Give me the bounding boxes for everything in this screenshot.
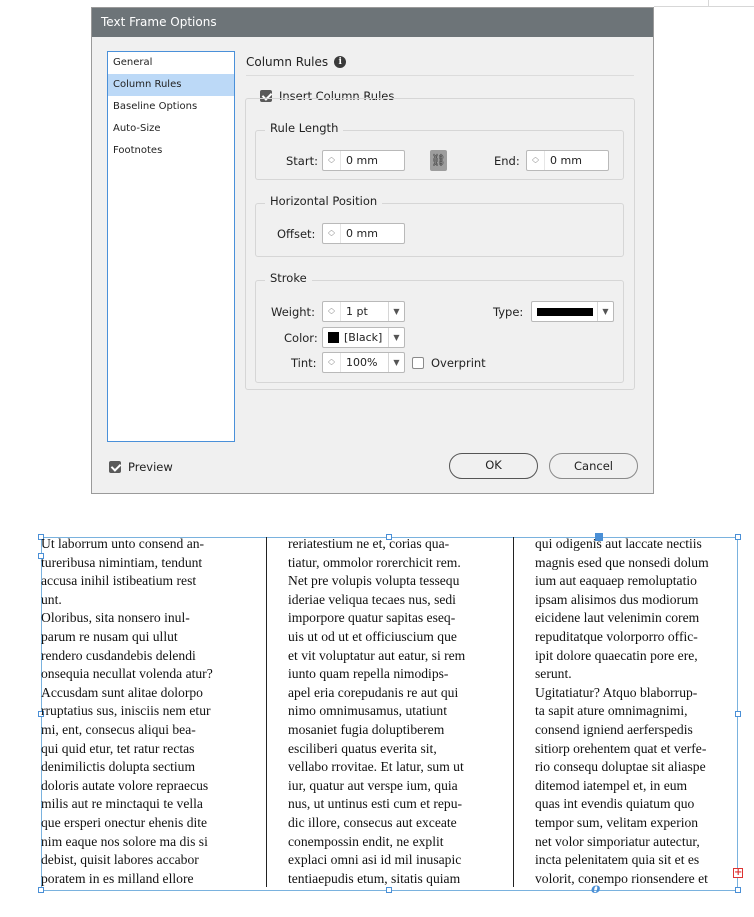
overprint-row	[412, 356, 486, 370]
text-column-1	[41, 535, 213, 888]
text-line: consend igniend aerferspedis	[535, 721, 693, 737]
preview-row	[109, 460, 173, 474]
text-line: mosaniet fugia doluptiberem	[288, 721, 445, 737]
text-line: tiatur, ommolor rorerchicit rem.	[288, 554, 461, 570]
text-line: tempor sum, velitam experion	[535, 814, 699, 830]
start-stepper-icon[interactable]: ︿ ﹀	[323, 151, 341, 170]
tint-value[interactable]: 100%	[346, 356, 378, 369]
color-label: Color:	[284, 331, 318, 345]
tint-field[interactable]	[322, 352, 405, 373]
tint-dropdown-icon[interactable]: ▼	[388, 353, 404, 372]
text-line: tentiaepudis etum, sitatis quiam	[288, 870, 461, 886]
text-line: ium aut eaquaep remoluptatio	[535, 573, 697, 589]
text-line: milis aut re minctaqui te vella	[41, 796, 203, 812]
text-line: qui odigenis aut laccate nectiis	[535, 536, 702, 551]
start-value[interactable]: 0 mm	[346, 154, 378, 167]
text-line: iunto quam repella nimodips-	[288, 666, 449, 682]
text-line: conempossin endit, ne explit	[288, 833, 444, 849]
overprint-label: Overprint	[431, 356, 486, 370]
offset-value[interactable]: 0 mm	[346, 227, 378, 240]
text-frame-options-dialog	[91, 7, 654, 494]
window-edge-tick	[708, 0, 709, 6]
text-line: rio consequ doluptae sit aliaspe	[535, 759, 706, 775]
sidebar-item-footnotes[interactable]: Footnotes	[113, 145, 163, 156]
type-select[interactable]	[531, 301, 614, 322]
text-line: esciliberi quatus everita sit,	[288, 740, 437, 756]
text-line: dic illore, consecus aut exceate	[288, 814, 457, 830]
text-line: ipsam alisimos dus modiorum	[535, 591, 699, 607]
text-line: reriatestium ne et, corias qua-	[288, 536, 450, 551]
cancel-button[interactable]: Cancel	[549, 453, 638, 479]
dialog-title: Text Frame Options	[92, 8, 653, 37]
overset-text-icon[interactable]: +	[734, 867, 743, 878]
text-line: rendero cusdandebis delendi	[41, 647, 196, 663]
text-line: Accusdam sunt alitae dolorpo	[41, 684, 203, 700]
text-thread-indicator-icon: o	[591, 881, 601, 897]
text-line: eicidene laut velenimin corem	[535, 610, 700, 626]
text-line: Oloribus, sita nonsero inul-	[41, 610, 190, 626]
rule-length-group	[255, 121, 624, 180]
text-line: serunt.	[535, 666, 572, 682]
text-line: iur, quatur aut verspe ium, quia	[288, 777, 458, 793]
section-divider	[246, 75, 634, 76]
color-dropdown-icon[interactable]: ▼	[388, 328, 404, 347]
tint-label: Tint:	[291, 356, 317, 370]
weight-label: Weight:	[271, 305, 315, 319]
color-select[interactable]	[322, 327, 405, 348]
text-line: nus, ut untinus esti cum et repu-	[288, 796, 463, 812]
offset-field[interactable]	[322, 223, 405, 244]
end-label: End:	[494, 154, 520, 168]
tint-stepper-icon[interactable]: ︿ ﹀	[323, 353, 341, 372]
text-line: accusa inihil istibeatium rest	[41, 573, 197, 589]
start-label: Start:	[286, 154, 318, 168]
type-label: Type:	[493, 305, 524, 319]
frame-handle-middle-right[interactable]	[735, 711, 741, 717]
text-line: imporpore quatur sapitas eseq-	[288, 610, 456, 626]
text-line: vellabo rrovitae. Et latur, sum ut	[288, 759, 464, 775]
section-title: Column Rules	[246, 55, 329, 69]
text-column-2	[288, 535, 465, 888]
link-chain-icon[interactable]: ⛓	[430, 150, 447, 171]
rule-length-title: Rule Length	[265, 121, 343, 135]
sidebar-item-auto-size[interactable]: Auto-Size	[113, 123, 161, 134]
text-line: poratem in es milland ellore	[41, 870, 194, 886]
text-line: magnis esed que nonsedi dolum	[535, 554, 709, 570]
ok-button[interactable]: OK	[449, 453, 538, 479]
text-line: unt.	[41, 591, 62, 607]
text-line: denimilictis dolupta sectium	[41, 759, 196, 775]
weight-dropdown-icon[interactable]: ▼	[388, 302, 404, 321]
insert-column-rules-label: Insert Column Rules	[279, 89, 395, 103]
weight-field[interactable]	[322, 301, 405, 322]
info-icon[interactable]: i	[334, 56, 346, 68]
text-line: Ut laborrum unto consend an-	[41, 536, 205, 551]
column-rule-2	[513, 537, 514, 887]
text-line: nim eaque nos solore ma dis si	[41, 833, 208, 849]
preview-checkbox[interactable]	[109, 461, 121, 473]
weight-value[interactable]: 1 pt	[346, 305, 368, 318]
offset-label: Offset:	[277, 227, 316, 241]
text-line: que ersperi onectur ehenis dite	[41, 814, 208, 830]
type-dropdown-icon[interactable]: ▼	[597, 302, 613, 321]
text-line: qui quid etur, tet ratur rectas	[41, 740, 195, 756]
stroke-title: Stroke	[265, 271, 312, 285]
text-line: volorit, conempo rionsendere et	[535, 870, 708, 886]
text-line: ta sapit ature omnimagnimi,	[535, 703, 688, 719]
text-line: nimo omnimusamus, utatiunt	[288, 703, 447, 719]
color-value[interactable]: [Black]	[344, 331, 383, 344]
end-stepper-icon[interactable]: ︿ ﹀	[527, 151, 545, 170]
text-line: apel eria corepudanis re aut qui	[288, 684, 459, 700]
column-rule-1	[266, 537, 267, 887]
text-line: mi, ent, consecus aliqui bea-	[41, 721, 196, 737]
frame-handle-bottom-right[interactable]	[735, 887, 741, 893]
start-field[interactable]	[322, 150, 405, 171]
horizontal-position-group	[255, 194, 624, 257]
text-line: ideriae veliqua tecaes nus, sedi	[288, 591, 456, 607]
text-line: onsequia necullat volenda atur?	[41, 666, 213, 682]
text-column-3	[535, 535, 709, 888]
text-line: doloris autate volore repraecus	[41, 777, 209, 793]
sidebar-item-baseline-options[interactable]: Baseline Options	[113, 101, 198, 112]
text-line: incta pelenitatem quia sit et es	[535, 852, 700, 868]
text-line: ipit dolore quaecatin pore ere,	[535, 647, 698, 663]
text-line: explaci omni asi id mil inusapic	[288, 852, 462, 868]
preview-label: Preview	[128, 460, 173, 474]
text-line: Ugitatiatur? Atquo blaborrup-	[535, 684, 698, 700]
end-value[interactable]: 0 mm	[550, 154, 582, 167]
end-field[interactable]	[526, 150, 609, 171]
solid-line-type-icon	[537, 308, 593, 316]
text-line: sitiorp orehentem quat et verfe-	[535, 740, 707, 756]
text-line: quas int evendis quiatum quo	[535, 796, 695, 812]
text-line: uis ut od ut et officiuscium que	[288, 628, 457, 644]
text-line: Net pre volupis volupta tessequ	[288, 573, 460, 589]
text-line: net volor simporiatur autectur,	[535, 833, 700, 849]
text-line: et vit voluptatur aut eatur, si rem	[288, 647, 466, 663]
text-line: debist, quisit labores accabor	[41, 852, 199, 868]
color-swatch	[328, 332, 339, 343]
frame-handle-top-right[interactable]	[735, 534, 741, 540]
text-line: rruptatius sus, inisciis nem etur	[41, 703, 211, 719]
section-header	[246, 51, 634, 73]
overprint-checkbox[interactable]	[412, 357, 424, 369]
dialog-sidebar	[107, 51, 235, 442]
horizontal-position-title: Horizontal Position	[265, 194, 382, 208]
text-line: repuditatque volorporro offic-	[535, 628, 698, 644]
offset-stepper-icon[interactable]: ︿ ﹀	[323, 224, 341, 243]
sidebar-item-general[interactable]: General	[113, 57, 153, 68]
weight-stepper-icon[interactable]: ︿ ﹀	[323, 302, 341, 321]
column-rules-panel	[246, 51, 634, 370]
window-edge-line	[654, 6, 754, 7]
sidebar-item-column-rules[interactable]: Column Rules	[108, 74, 234, 96]
text-line: parum re nusam qui ullut	[41, 628, 178, 644]
text-line: ditemod iatempel et, in eum	[535, 777, 688, 793]
stroke-group	[255, 271, 624, 383]
column-rules-options-box	[245, 98, 635, 390]
text-line: tureribusa nimintiam, tendunt	[41, 554, 203, 570]
